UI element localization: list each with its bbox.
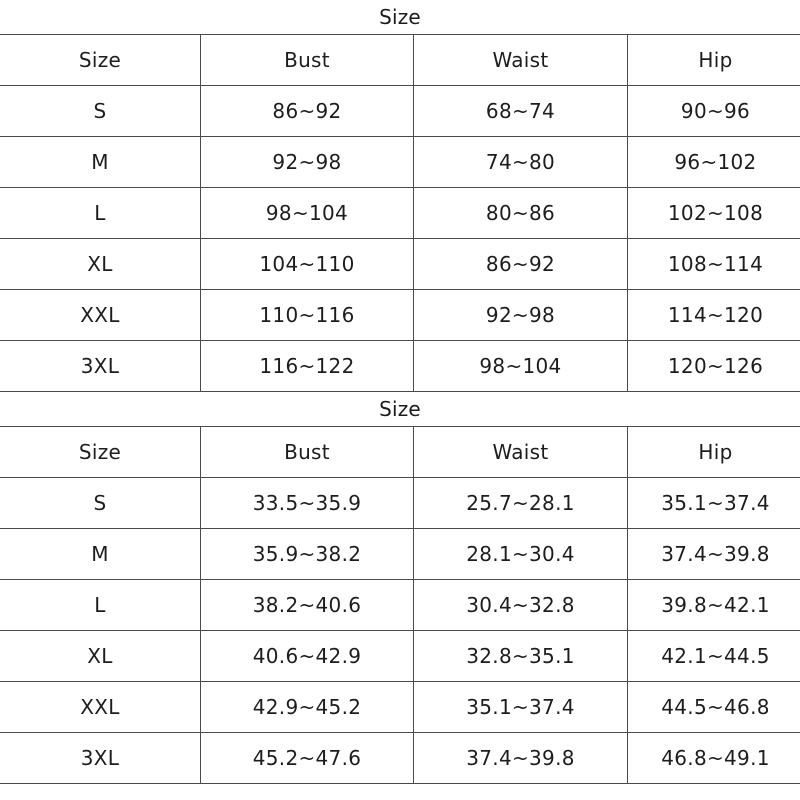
cell-hip: 35.1~37.4 bbox=[628, 478, 800, 529]
cell-size: 3XL bbox=[0, 733, 201, 784]
cell-hip: 90~96 bbox=[628, 86, 800, 137]
table-header-row bbox=[0, 427, 800, 478]
cell-hip: 108~114 bbox=[628, 239, 800, 290]
table-row bbox=[0, 290, 800, 341]
column-header-bust: Bust bbox=[201, 427, 414, 478]
table-row bbox=[0, 631, 800, 682]
table-header-row bbox=[0, 35, 800, 86]
cell-waist: 28.1~30.4 bbox=[414, 529, 628, 580]
column-header-size: Size bbox=[0, 35, 201, 86]
cell-size: XL bbox=[0, 631, 201, 682]
size-table-inch-block bbox=[0, 392, 800, 784]
cell-size: XL bbox=[0, 239, 201, 290]
table-row bbox=[0, 682, 800, 733]
table-row bbox=[0, 529, 800, 580]
cell-hip: 102~108 bbox=[628, 188, 800, 239]
cell-hip: 114~120 bbox=[628, 290, 800, 341]
table-row bbox=[0, 478, 800, 529]
cell-size: 3XL bbox=[0, 341, 201, 392]
cell-size: XXL bbox=[0, 290, 201, 341]
cell-waist: 25.7~28.1 bbox=[414, 478, 628, 529]
cell-hip: 37.4~39.8 bbox=[628, 529, 800, 580]
cell-hip: 42.1~44.5 bbox=[628, 631, 800, 682]
table-row bbox=[0, 188, 800, 239]
cell-waist: 35.1~37.4 bbox=[414, 682, 628, 733]
column-header-bust: Bust bbox=[201, 35, 414, 86]
cell-bust: 42.9~45.2 bbox=[201, 682, 414, 733]
table-row bbox=[0, 239, 800, 290]
cell-waist: 92~98 bbox=[414, 290, 628, 341]
column-header-waist: Waist bbox=[414, 35, 628, 86]
cell-size: S bbox=[0, 478, 201, 529]
cell-bust: 98~104 bbox=[201, 188, 414, 239]
cell-waist: 68~74 bbox=[414, 86, 628, 137]
table-row bbox=[0, 137, 800, 188]
size-table-inch-title: Size bbox=[379, 397, 421, 421]
cell-bust: 45.2~47.6 bbox=[201, 733, 414, 784]
size-table-cm-block bbox=[0, 0, 800, 392]
cell-waist: 86~92 bbox=[414, 239, 628, 290]
cell-hip: 39.8~42.1 bbox=[628, 580, 800, 631]
cell-bust: 104~110 bbox=[201, 239, 414, 290]
size-table-inch bbox=[0, 426, 800, 784]
cell-bust: 33.5~35.9 bbox=[201, 478, 414, 529]
table-row bbox=[0, 86, 800, 137]
cell-size: S bbox=[0, 86, 201, 137]
size-table-cm bbox=[0, 34, 800, 392]
cell-hip: 44.5~46.8 bbox=[628, 682, 800, 733]
cell-waist: 80~86 bbox=[414, 188, 628, 239]
cell-size: L bbox=[0, 580, 201, 631]
cell-bust: 35.9~38.2 bbox=[201, 529, 414, 580]
cell-hip: 46.8~49.1 bbox=[628, 733, 800, 784]
cell-bust: 86~92 bbox=[201, 86, 414, 137]
cell-waist: 37.4~39.8 bbox=[414, 733, 628, 784]
cell-size: L bbox=[0, 188, 201, 239]
table-row bbox=[0, 580, 800, 631]
cell-waist: 98~104 bbox=[414, 341, 628, 392]
cell-bust: 110~116 bbox=[201, 290, 414, 341]
cell-bust: 92~98 bbox=[201, 137, 414, 188]
cell-waist: 74~80 bbox=[414, 137, 628, 188]
column-header-size: Size bbox=[0, 427, 201, 478]
cell-size: M bbox=[0, 529, 201, 580]
cell-waist: 30.4~32.8 bbox=[414, 580, 628, 631]
column-header-waist: Waist bbox=[414, 427, 628, 478]
cell-size: XXL bbox=[0, 682, 201, 733]
cell-hip: 120~126 bbox=[628, 341, 800, 392]
table-row bbox=[0, 733, 800, 784]
cell-waist: 32.8~35.1 bbox=[414, 631, 628, 682]
cell-hip: 96~102 bbox=[628, 137, 800, 188]
cell-bust: 40.6~42.9 bbox=[201, 631, 414, 682]
size-table-cm-title: Size bbox=[379, 5, 421, 29]
column-header-hip: Hip bbox=[628, 35, 800, 86]
table-row bbox=[0, 341, 800, 392]
cell-bust: 116~122 bbox=[201, 341, 414, 392]
column-header-hip: Hip bbox=[628, 427, 800, 478]
cell-size: M bbox=[0, 137, 201, 188]
cell-bust: 38.2~40.6 bbox=[201, 580, 414, 631]
